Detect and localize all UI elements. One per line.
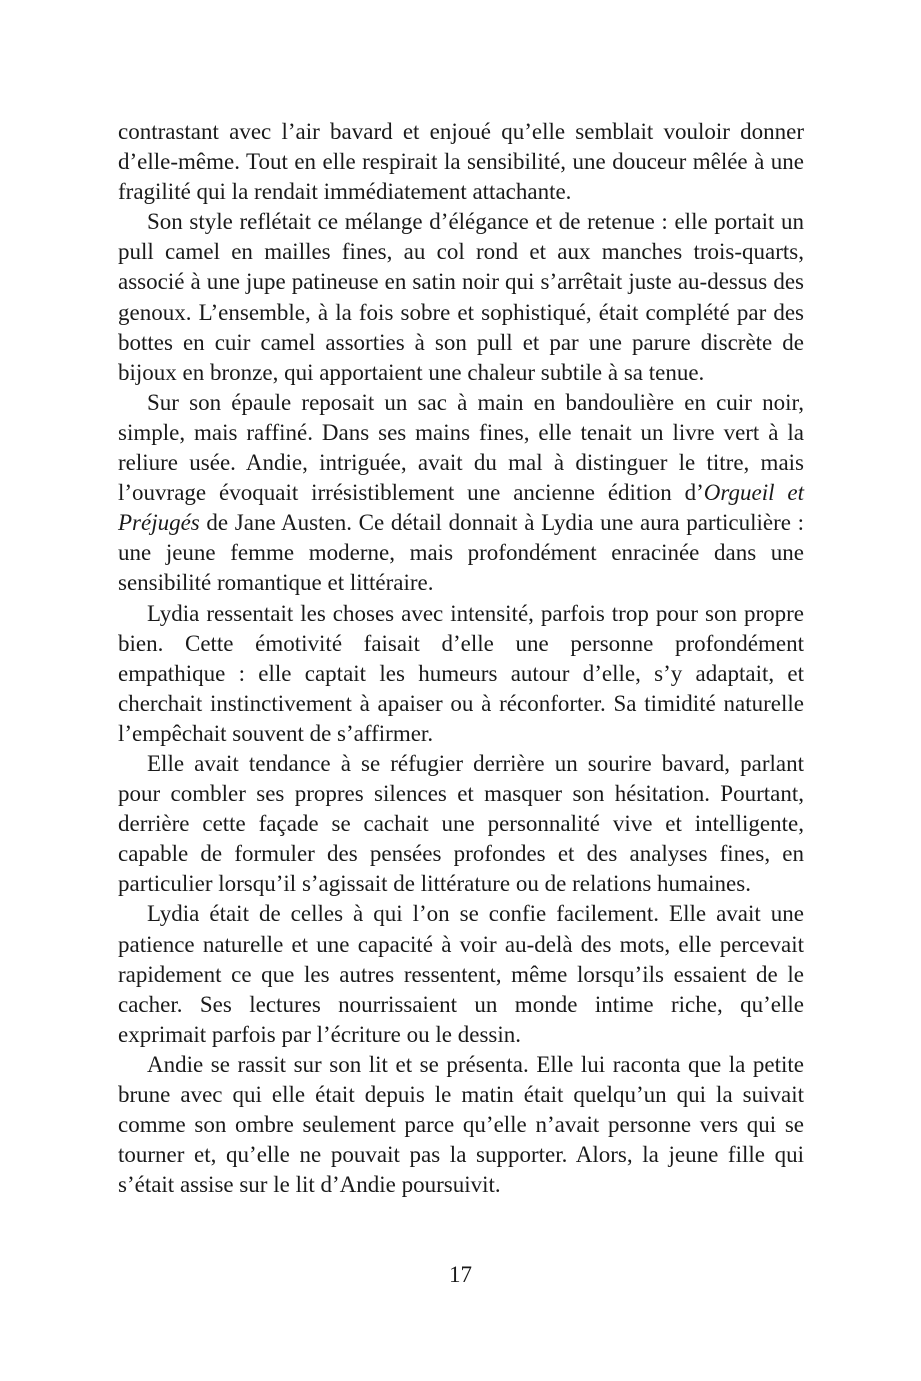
paragraph-4: Lydia ressentait les choses avec intensité, parfois trop pour son propre bien. Cette émotivité faisait d’elle une personne profondément empathique : elle captait les humeurs autour d’elle, s’y adaptait, et cherchait instinctivement à apaiser ou à réconforter. Sa timidité naturelle l’empêchait souvent de s’affirmer. — [118, 600, 804, 746]
body-text — [118, 117, 804, 1200]
paragraph-7: Andie se rassit sur son lit et se présenta. Elle lui raconta que la petite brune avec qui elle était depuis le matin était quelqu’un qui la suivait comme son ombre seulement parce qu’elle n’avait personne vers qui se tourner et, qu’elle ne pouvait pas la supporter. Alors, la jeune fille qui s’était assise sur le lit d’Andie poursuivit. — [118, 1051, 804, 1198]
paragraph-1: contrastant avec l’air bavard et enjoué qu’elle semblait vouloir donner d’elle-même. Tout en elle respirait la sensibilité, une douceur mêlée à une fragilité qui la rendait immédiatement attachante. — [118, 119, 804, 205]
paragraph-3 — [118, 388, 804, 599]
paragraph-3-text-before: Sur son épaule reposait un sac à main en bandoulière en cuir noir, simple, mais raffiné. Dans ses mains fines, elle tenait un livre vert à la reliure usée. Andie, intriguée, avait du mal à distinguer le titre, mais l’ouvrage évoquait irrésistiblement une ancienne édition d’ — [118, 389, 804, 506]
paragraph-5: Elle avait tendance à se réfugier derrière un sourire bavard, parlant pour combler ses propres silences et masquer son hésitation. Pourtant, derrière cette façade se cachait une personnalité vive et intelligente, capable de formuler des pensées profondes et des analyses fines, en particulier lorsqu’il s’agissait de littérature ou de relations humaines. — [118, 750, 804, 897]
paragraph-6: Lydia était de celles à qui l’on se confie facilement. Elle avait une patience naturelle et une capacité à voir au-delà des mots, elle percevait rapidement ce que les autres ressentent, même lorsqu’ils essaient de le cacher. Ses lectures nourrissaient un monde intime riche, qu’elle exprimait parfois par l’écriture ou le dessin. — [118, 901, 804, 1047]
paragraph-2: Son style reflétait ce mélange d’élégance et de retenue : elle portait un pull camel en mailles fines, au col rond et aux manches trois-quarts, associé à une jupe patineuse en satin noir qui s’arrêtait juste au-dessus des genoux. L’ensemble, à la fois sobre et sophistiqué, était complété par des bottes en cuir camel assorties à son pull et par une parure discrète de bijoux en bronze, qui apportaient une chaleur subtile à sa tenue. — [118, 209, 804, 385]
paragraph-3-text-after: de Jane Austen. Ce détail donnait à Lydia une aura particulière : une jeune femme moderne, mais profondément enracinée dans une sensibilité romantique et littéraire. — [118, 510, 804, 596]
book-title-italic: Orgueil et Préjugés — [118, 480, 804, 536]
page-number: 17 — [449, 1262, 472, 1287]
